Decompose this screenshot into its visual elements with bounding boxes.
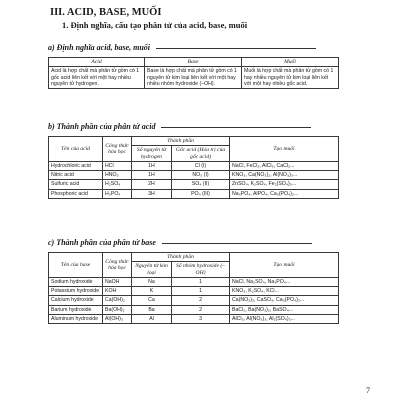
acid-formula: HNO₃ bbox=[103, 171, 132, 180]
base-name: Potassium hydroxide bbox=[49, 287, 103, 296]
acid-composition-table bbox=[48, 136, 339, 199]
salt-examples: ZnSO₄, K₂SO₄, Fe₂(SO₄)₃... bbox=[230, 180, 339, 189]
header-base-name: Tên của base bbox=[49, 253, 103, 278]
part-a-title bbox=[48, 43, 316, 52]
base-formula: KOH bbox=[103, 287, 132, 296]
section-heading: III. ACID, BASE, MUỐI bbox=[50, 7, 162, 18]
table-row bbox=[49, 161, 339, 170]
part-b-title-text: b) Thành phần của phân tử acid bbox=[48, 122, 156, 131]
header-oh-count: Số nhóm hydroxide (–OH) bbox=[172, 262, 230, 278]
metal-atom: Na bbox=[132, 277, 172, 286]
header-acid-name: Tên của acid bbox=[49, 137, 103, 162]
table-header-row bbox=[49, 137, 339, 146]
oh-count: 2 bbox=[172, 296, 230, 305]
acid-formula: HCl bbox=[103, 161, 132, 170]
base-name: Calcium hydroxide bbox=[49, 296, 103, 305]
base-name: Sodium hydroxide bbox=[49, 277, 103, 286]
base-name: Barium hydroxide bbox=[49, 305, 103, 314]
base-composition-table bbox=[48, 252, 339, 324]
base-formula: Ba(OH)₂ bbox=[103, 305, 132, 314]
oh-count: 2 bbox=[172, 305, 230, 314]
document-page bbox=[18, 0, 384, 400]
table-row bbox=[49, 277, 339, 286]
divider bbox=[161, 127, 311, 128]
header-salt: Muối bbox=[242, 58, 339, 67]
table-row bbox=[49, 171, 339, 180]
acid-radical: SO₄ (II) bbox=[172, 180, 230, 189]
acid-name: Sulfuric acid bbox=[49, 180, 103, 189]
header-composition: Thành phần bbox=[132, 253, 230, 262]
acid-name: Phosphoric acid bbox=[49, 189, 103, 198]
metal-atom: Ba bbox=[132, 305, 172, 314]
divider bbox=[156, 48, 316, 49]
header-base: Base bbox=[145, 58, 242, 67]
table-row bbox=[49, 189, 339, 198]
acid-name: Nitric acid bbox=[49, 171, 103, 180]
h-count: 2H bbox=[132, 180, 172, 189]
table-row bbox=[49, 296, 339, 305]
definition-table bbox=[48, 57, 339, 89]
header-metal: Nguyên tử kim loại bbox=[132, 262, 172, 278]
part-b-title bbox=[48, 122, 311, 131]
part-c-title bbox=[48, 238, 312, 247]
metal-atom: K bbox=[132, 287, 172, 296]
salt-examples: AlCl₃, Al(NO₃)₃, Al₂(SO₄)₃... bbox=[230, 315, 339, 324]
table-row bbox=[49, 305, 339, 314]
salt-examples: Na₃PO₄, AlPO₄, Ca₃(PO₄)₂... bbox=[230, 189, 339, 198]
table-row bbox=[49, 287, 339, 296]
base-name: Aluminum hydroxide bbox=[49, 315, 103, 324]
metal-atom: Ca bbox=[132, 296, 172, 305]
base-definition: Base là hợp chất mà phân tử gồm có 1 nguyên tử kim loại liên kết với một hay nhiều nhóm hydroxide (–OH). bbox=[145, 67, 242, 89]
oh-count: 3 bbox=[172, 315, 230, 324]
acid-name: Hydrochloric acid bbox=[49, 161, 103, 170]
acid-formula: H₂SO₄ bbox=[103, 180, 132, 189]
salt-examples: KNO₃, Ca(NO₃)₂, Al(NO₃)₃... bbox=[230, 171, 339, 180]
header-salt: Tạo muối bbox=[230, 137, 339, 162]
acid-radical: NO₃ (I) bbox=[172, 171, 230, 180]
oh-count: 1 bbox=[172, 287, 230, 296]
acid-definition: Acid là hợp chất mà phân tử gồm có 1 gốc acid liên kết với một hay nhiều nguyên tử hydrogen. bbox=[49, 67, 145, 89]
header-formula: Công thức hóa học bbox=[103, 137, 132, 162]
table-header-row bbox=[49, 253, 339, 262]
header-salt: Tạo muối bbox=[230, 253, 339, 278]
page-number: 7 bbox=[366, 386, 370, 395]
salt-definition: Muối là hợp chất mà phân tử gồm có 1 hay nhiều nguyên tử kim loại liên kết với một hay nhiều gốc acid. bbox=[242, 67, 339, 89]
salt-examples: NaCl, Na₂SO₄, Na₃PO₄... bbox=[230, 277, 339, 286]
base-formula: Ca(OH)₂ bbox=[103, 296, 132, 305]
table-row bbox=[49, 180, 339, 189]
acid-radical: PO₄ (III) bbox=[172, 189, 230, 198]
oh-count: 1 bbox=[172, 277, 230, 286]
divider bbox=[162, 243, 312, 244]
h-count: 3H bbox=[132, 189, 172, 198]
h-count: 1H bbox=[132, 171, 172, 180]
header-radical: Gốc acid (Hóa trị của gốc acid) bbox=[172, 146, 230, 162]
header-formula: Công thức hóa học bbox=[103, 253, 132, 278]
table-row bbox=[49, 67, 339, 89]
salt-examples: KNO₃, K₂SO₄, KCl... bbox=[230, 287, 339, 296]
subsection-heading: 1. Định nghĩa, cấu tạo phân tử của acid, base, muối bbox=[62, 20, 248, 30]
table-header-row bbox=[49, 58, 339, 67]
salt-examples: NaCl, FeCl₂, AlCl₃, CaCl₂... bbox=[230, 161, 339, 170]
metal-atom: Al bbox=[132, 315, 172, 324]
header-h-count: Số nguyên tử hydrogen bbox=[132, 146, 172, 162]
acid-radical: Cl (I) bbox=[172, 161, 230, 170]
salt-examples: Ca(NO₃)₂, CaSO₄, Ca₃(PO₄)₂... bbox=[230, 296, 339, 305]
part-a-title-text: a) Định nghĩa acid, base, muối bbox=[48, 43, 151, 52]
base-formula: NaOH bbox=[103, 277, 132, 286]
header-composition: Thành phần bbox=[132, 137, 230, 146]
part-c-title-text: c) Thành phần của phân tử base bbox=[48, 238, 156, 247]
base-formula: Al(OH)₃ bbox=[103, 315, 132, 324]
salt-examples: BaCl₂, Ba(NO₃)₂, BaSO₄... bbox=[230, 305, 339, 314]
table-row bbox=[49, 315, 339, 324]
h-count: 1H bbox=[132, 161, 172, 170]
acid-formula: H₃PO₄ bbox=[103, 189, 132, 198]
header-acid: Acid bbox=[49, 58, 145, 67]
